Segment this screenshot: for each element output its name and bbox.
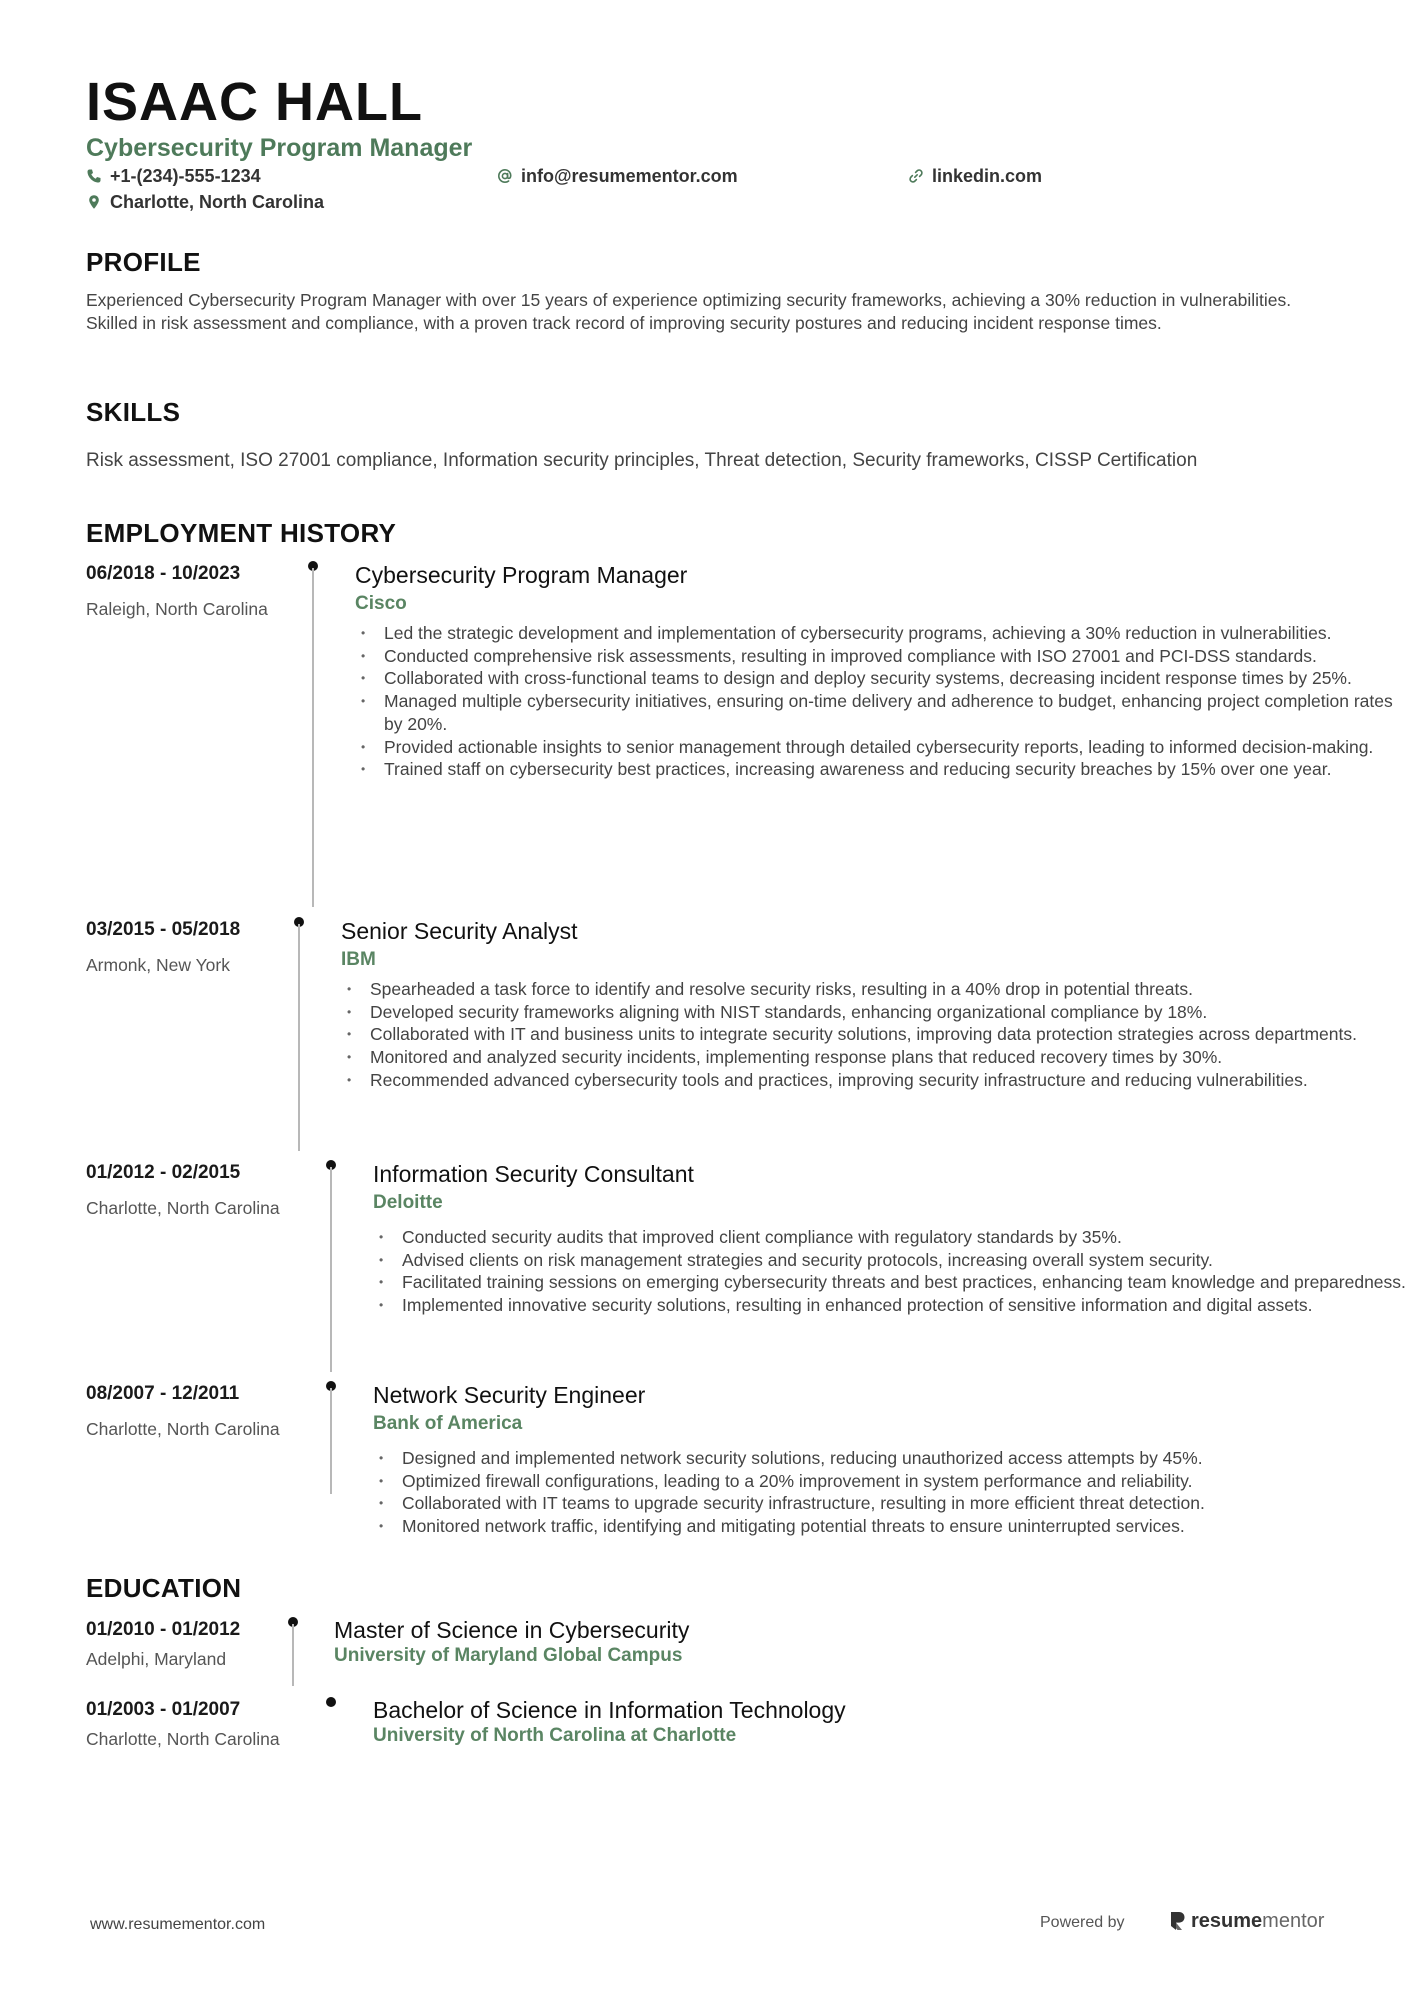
job-bullets [341, 978, 1391, 1092]
footer-website[interactable]: www.resumementor.com [90, 1916, 266, 1933]
job-entry [355, 560, 1405, 781]
job-entry [373, 1380, 1410, 1538]
edu-location: Adelphi, Maryland [86, 1649, 227, 1669]
job-title: Cybersecurity Program Manager [355, 562, 688, 588]
job-entry [341, 916, 1391, 1092]
timeline-dot [326, 1697, 336, 1707]
link-icon [908, 168, 924, 184]
job-dates: 03/2015 - 05/2018 [86, 919, 241, 940]
phone-text: +1-(234)-555-1234 [110, 166, 261, 186]
list-item: • Facilitated training sessions on emerging cybersecurity threats and best practices, enhancing team knowledge and preparedness. [373, 1271, 1410, 1294]
contact-phone [86, 165, 261, 187]
at-sign-icon [497, 168, 513, 184]
job-company: Cisco [355, 593, 407, 614]
job-location: Armonk, New York [86, 955, 230, 975]
list-item: • Provided actionable insights to senior management through detailed cybersecurity reports, leading to informed decision-making. [355, 736, 1405, 759]
brand-name-part2: mentor [1262, 1910, 1325, 1932]
location-text: Charlotte, North Carolina [110, 192, 325, 212]
brand-logo[interactable] [1168, 1909, 1324, 1933]
edu-dates: 01/2010 - 01/2012 [86, 1619, 241, 1640]
linkedin-link[interactable]: linkedin.com [932, 166, 1043, 186]
list-item: • Designed and implemented network security solutions, reducing unauthorized access attempts by 45%. [373, 1447, 1410, 1470]
list-item: • Spearheaded a task force to identify and resolve security risks, resulting in a 40% drop in potential threats. [341, 978, 1391, 1001]
education-heading: EDUCATION [86, 1573, 242, 1603]
job-title: Network Security Engineer [373, 1382, 646, 1408]
list-item: • Implemented innovative security solutions, resulting in enhanced protection of sensitive information and digital assets. [373, 1294, 1410, 1317]
job-company: Bank of America [373, 1413, 523, 1434]
list-item: • Optimized firewall configurations, leading to a 20% improvement in system performance and reliability. [373, 1470, 1410, 1493]
candidate-title: Cybersecurity Program Manager [86, 134, 473, 162]
list-item: • Conducted comprehensive risk assessments, resulting in improved compliance with ISO 27001 and PCI-DSS standards. [355, 645, 1405, 668]
school-name: University of North Carolina at Charlotte [373, 1725, 737, 1746]
list-item: • Collaborated with IT teams to upgrade security infrastructure, resulting in more efficient threat detection. [373, 1492, 1410, 1515]
contact-linkedin[interactable] [908, 165, 1042, 187]
job-title: Senior Security Analyst [341, 918, 578, 944]
job-location: Charlotte, North Carolina [86, 1419, 280, 1439]
resumementor-logo-icon [1168, 1910, 1186, 1932]
skills-heading: SKILLS [86, 397, 181, 427]
list-item: • Collaborated with IT and business units to integrate security solutions, improving data protection strategies across departments. [341, 1023, 1391, 1046]
brand-name-part1: resume [1191, 1910, 1263, 1932]
list-item: • Monitored network traffic, identifying and mitigating potential threats to ensure uninterrupted services. [373, 1515, 1410, 1538]
skills-list: Risk assessment, ISO 27001 compliance, Information security principles, Threat detection, Security frameworks, CISSP Certification [86, 450, 1198, 471]
list-item: • Managed multiple cybersecurity initiatives, ensuring on-time delivery and adherence to budget, enhancing project completion rates by 20%. [355, 690, 1405, 735]
timeline-line [330, 1388, 332, 1494]
job-company: IBM [341, 949, 376, 970]
job-location: Charlotte, North Carolina [86, 1198, 280, 1218]
job-bullets [373, 1447, 1410, 1538]
powered-by-label: Powered by [1040, 1914, 1125, 1931]
job-bullets [355, 622, 1405, 781]
employment-heading: EMPLOYMENT HISTORY [86, 518, 397, 548]
job-dates: 06/2018 - 10/2023 [86, 563, 241, 584]
profile-heading: PROFILE [86, 247, 201, 277]
education-entry [373, 1696, 1410, 1748]
job-title: Information Security Consultant [373, 1161, 694, 1187]
list-item: • Recommended advanced cybersecurity tools and practices, improving security infrastructure and reducing vulnerabilities. [341, 1069, 1391, 1092]
timeline-line [312, 568, 314, 907]
job-dates: 08/2007 - 12/2011 [86, 1383, 240, 1404]
timeline-line [298, 924, 300, 1151]
timeline-line [330, 1167, 332, 1372]
edu-dates: 01/2003 - 01/2007 [86, 1699, 241, 1720]
list-item: • Collaborated with cross-functional teams to design and deploy security systems, decreasing incident response times by 25%. [355, 667, 1405, 690]
list-item: • Conducted security audits that improved client compliance with regulatory standards by 35%. [373, 1226, 1410, 1249]
candidate-name: ISAAC HALL [86, 72, 423, 132]
degree-title: Master of Science in Cybersecurity [334, 1617, 690, 1643]
school-name: University of Maryland Global Campus [334, 1645, 683, 1666]
list-item: • Led the strategic development and implementation of cybersecurity programs, achieving a 30% reduction in vulnerabilities. [355, 622, 1405, 645]
phone-icon [86, 168, 102, 184]
list-item: • Monitored and analyzed security incidents, implementing response plans that reduced recovery times by 30%. [341, 1046, 1391, 1069]
job-company: Deloitte [373, 1192, 443, 1213]
degree-title: Bachelor of Science in Information Technology [373, 1697, 846, 1723]
job-dates: 01/2012 - 02/2015 [86, 1162, 241, 1183]
profile-summary: Experienced Cybersecurity Program Manager with over 15 years of experience optimizing security frameworks, achieving a 30% reduction in vulnerabilities. Skilled in risk assessment and compliance, with a proven track record of improving security postures and reducing incident response times. [86, 290, 1292, 333]
timeline-line [292, 1624, 294, 1686]
edu-location: Charlotte, North Carolina [86, 1729, 280, 1749]
list-item: • Developed security frameworks aligning with NIST standards, enhancing organizational compliance by 18%. [341, 1001, 1391, 1024]
list-item: • Advised clients on risk management strategies and security protocols, increasing overall system security. [373, 1249, 1410, 1272]
email-link[interactable]: info@resumementor.com [521, 166, 738, 186]
education-entry [334, 1616, 1384, 1668]
list-item: • Trained staff on cybersecurity best practices, increasing awareness and reducing security breaches by 15% over one year. [355, 758, 1405, 781]
job-bullets [373, 1226, 1410, 1317]
location-pin-icon [86, 194, 102, 210]
job-location: Raleigh, North Carolina [86, 599, 268, 619]
job-entry [373, 1159, 1410, 1317]
contact-email[interactable] [497, 165, 738, 187]
contact-location [86, 191, 324, 213]
